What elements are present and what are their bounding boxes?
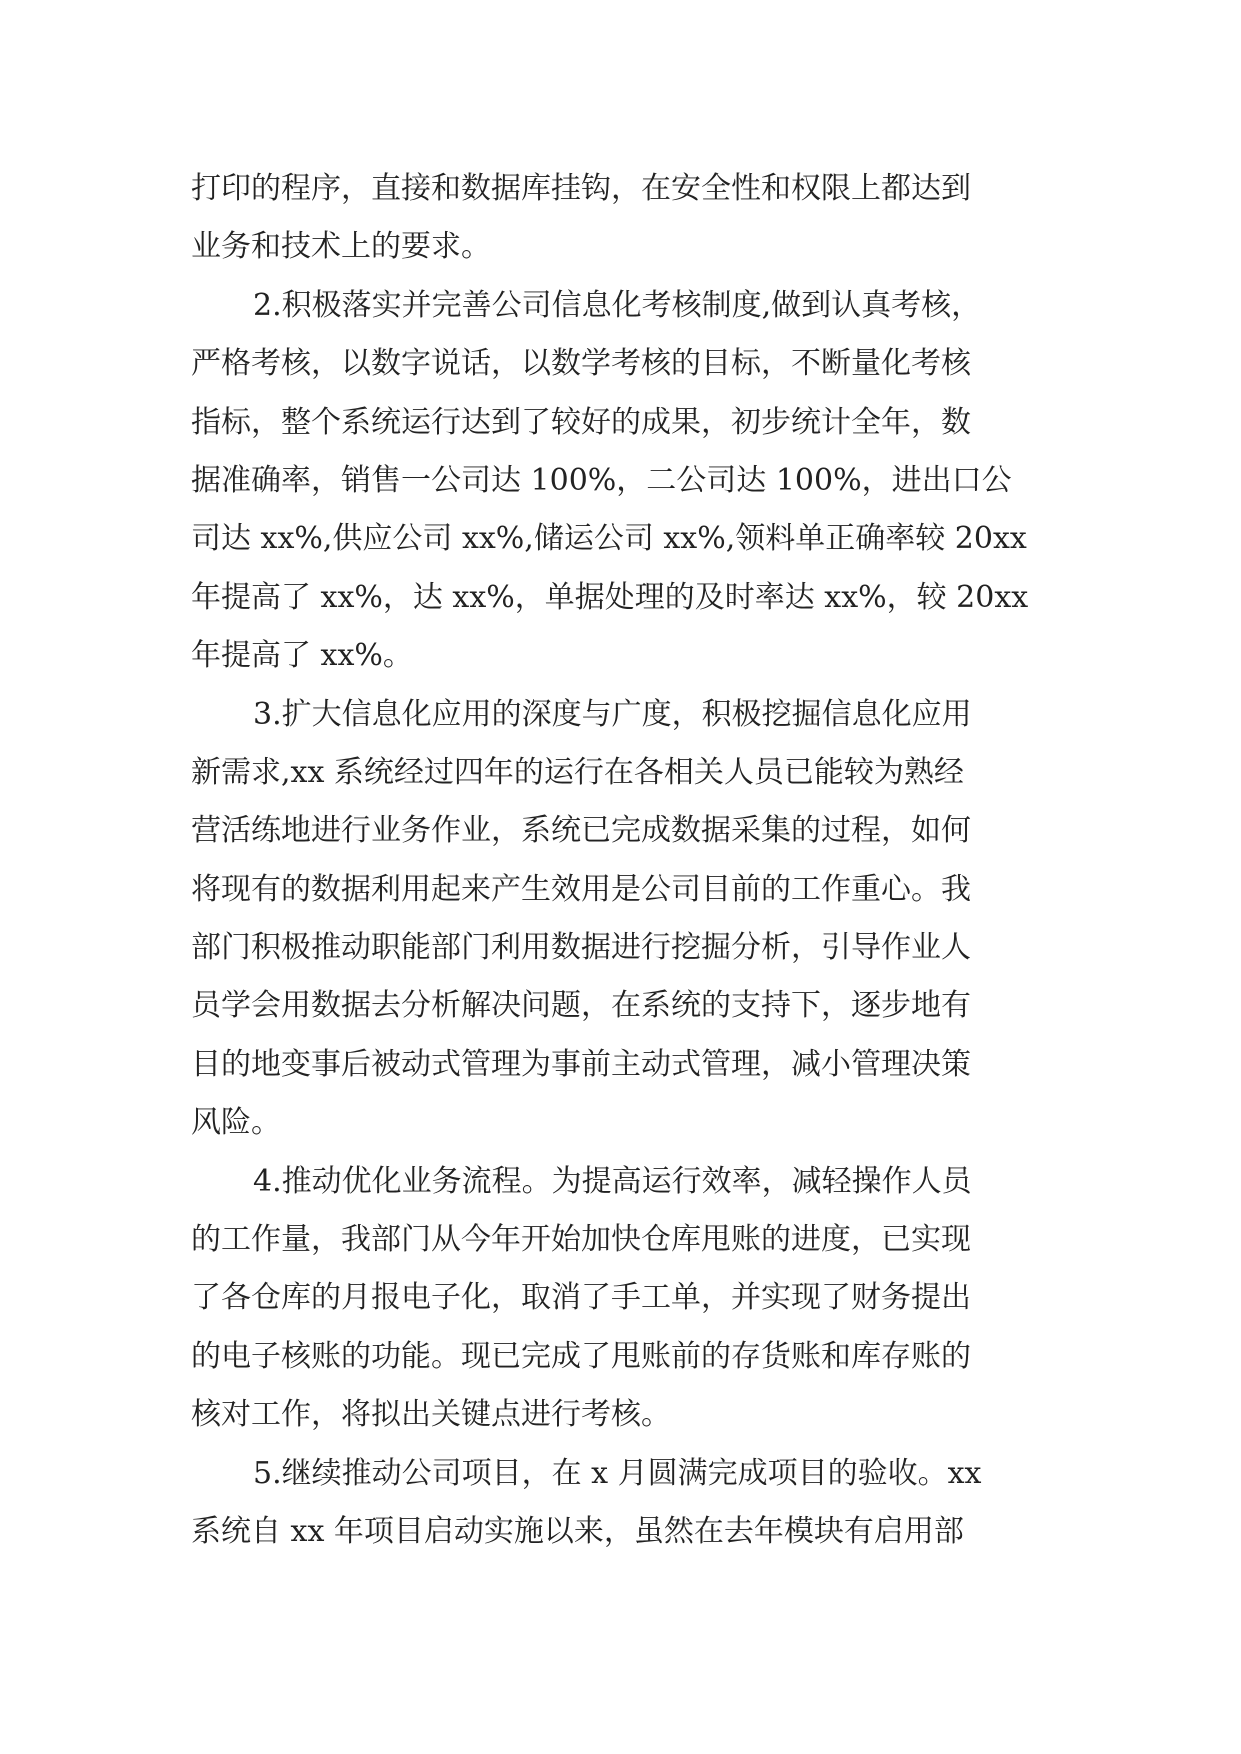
paragraph-continuation	[191, 160, 1091, 277]
text-line: 部门积极推动职能部门利用数据进行挖掘分析，引导作业人	[191, 930, 971, 966]
text-line: 司达 xx%,供应公司 xx%,储运公司 xx%,领料单正确率较 20xx	[191, 521, 1027, 557]
text-line: 4.推动优化业务流程。为提高运行效率，减轻操作人员	[253, 1163, 972, 1199]
text-line: 业务和技术上的要求。	[191, 229, 491, 265]
text-line: 核对工作，将拟出关键点进行考核。	[191, 1397, 671, 1433]
text-line: 系统自 xx 年项目启动实施以来，虽然在去年模块有启用部	[191, 1513, 964, 1549]
text-line: 的电子核账的功能。现已完成了甩账前的存货账和库存账的	[191, 1338, 971, 1374]
text-line: 营活练地进行业务作业，系统已完成数据采集的过程，如何	[191, 813, 971, 849]
document-body	[191, 160, 1091, 1561]
text-line: 新需求,xx 系统经过四年的运行在各相关人员已能较为熟经	[191, 754, 964, 790]
text-line: 指标，整个系统运行达到了较好的成果，初步统计全年，数	[191, 404, 971, 440]
text-line: 打印的程序，直接和数据库挂钩，在安全性和权限上都达到	[191, 171, 971, 206]
text-line: 严格考核，以数字说话，以数学考核的目标，不断量化考核	[191, 346, 971, 382]
paragraph-item-2	[191, 277, 1091, 686]
text-line: 的工作量，我部门从今年开始加快仓库甩账的进度，已实现	[191, 1222, 971, 1258]
text-line: 员学会用数据去分析解决问题，在系统的支持下，逐步地有	[191, 988, 971, 1024]
text-line: 2.积极落实并完善公司信息化考核制度,做到认真考核，	[253, 287, 982, 323]
text-line: 了各仓库的月报电子化，取消了手工单，并实现了财务提出	[191, 1280, 971, 1316]
text-line: 风险。	[191, 1105, 281, 1141]
paragraph-item-5	[191, 1445, 1091, 1562]
paragraph-item-3	[191, 686, 1091, 1153]
paragraph-item-4	[191, 1153, 1091, 1445]
text-line: 目的地变事后被动式管理为事前主动式管理，减小管理决策	[191, 1046, 971, 1082]
text-line: 年提高了 xx%。	[191, 638, 413, 674]
text-line: 据准确率，销售一公司达 100%，二公司达 100%，进出口公	[191, 462, 1012, 498]
text-line: 年提高了 xx%，达 xx%，单据处理的及时率达 xx%，较 20xx	[191, 579, 1029, 615]
text-line: 5.继续推动公司项目，在 x 月圆满完成项目的验收。xx	[253, 1455, 982, 1491]
text-line: 3.扩大信息化应用的深度与广度，积极挖掘信息化应用	[253, 696, 972, 732]
text-line: 将现有的数据利用起来产生效用是公司目前的工作重心。我	[191, 871, 971, 907]
